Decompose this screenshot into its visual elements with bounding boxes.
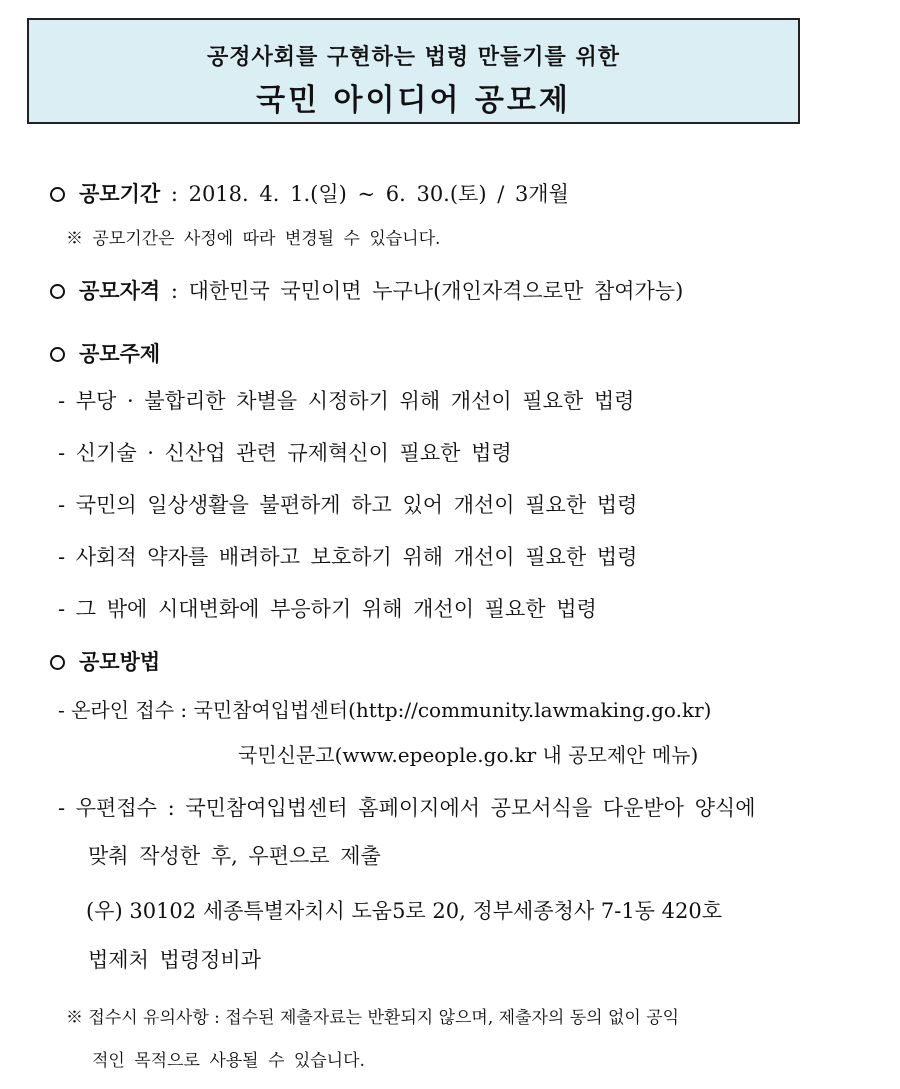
method-mail-1: - 우편접수 : 국민참여입법센터 홈페이지에서 공모서식을 다운받아 양식에: [58, 796, 756, 820]
topics-section: [50, 338, 160, 368]
period-value: : 2018. 4. 1.(일) ~ 6. 30.(토) / 3개월: [160, 182, 569, 206]
circle-bullet-icon: [50, 655, 65, 670]
notice-line-1: ※ 접수시 유의사항 : 접수된 제출자료는 반환되지 않으며, 제출자의 동의 없이 공익: [66, 1008, 680, 1028]
method-section: [50, 646, 160, 676]
method-mail-2: 맞춰 작성한 후, 우편으로 제출: [88, 844, 381, 868]
topic-item: - 부당 · 불합리한 차별을 시정하기 위해 개선이 필요한 법령: [58, 389, 635, 413]
circle-bullet-icon: [50, 187, 65, 202]
title-line-1: 공정사회를 구현하는 법령 만들기를 위한: [207, 45, 620, 70]
title-box: [27, 18, 800, 124]
method-label: 공모방법: [79, 649, 161, 674]
eligibility-label: 공모자격: [79, 278, 161, 303]
period-note: ※ 공모기간은 사정에 따라 변경될 수 있습니다.: [66, 229, 441, 249]
circle-bullet-icon: [50, 284, 65, 299]
eligibility-value: : 대한민국 국민이면 누구나(개인자격으로만 참여가능): [160, 279, 684, 303]
period-section: [50, 178, 569, 208]
topics-label: 공모주제: [79, 341, 161, 366]
topic-item: - 사회적 약자를 배려하고 보호하기 위해 개선이 필요한 법령: [58, 545, 638, 569]
method-online-1: - 온라인 접수 : 국민참여입법센터(http://community.lawmaking.go.kr): [58, 698, 712, 722]
circle-bullet-icon: [50, 347, 65, 362]
topic-item: - 그 밖에 시대변화에 부응하기 위해 개선이 필요한 법령: [58, 597, 597, 621]
topic-item: - 국민의 일상생활을 불편하게 하고 있어 개선이 필요한 법령: [58, 493, 638, 517]
topic-item: - 신기술 · 신산업 관련 규제혁신이 필요한 법령: [58, 441, 512, 465]
title-line-2: 국민 아이디어 공모제: [256, 83, 571, 118]
eligibility-section: [50, 275, 683, 305]
address-line-2: 법제처 법령정비과: [88, 948, 261, 972]
period-label: 공모기간: [79, 181, 161, 206]
address-line-1: (우) 30102 세종특별자치시 도움5로 20, 정부세종청사 7-1동 420호: [86, 899, 723, 923]
notice-line-2: 적인 목적으로 사용될 수 있습니다.: [92, 1051, 365, 1071]
method-online-2: 국민신문고(www.epeople.go.kr 내 공모제안 메뉴): [238, 743, 699, 767]
